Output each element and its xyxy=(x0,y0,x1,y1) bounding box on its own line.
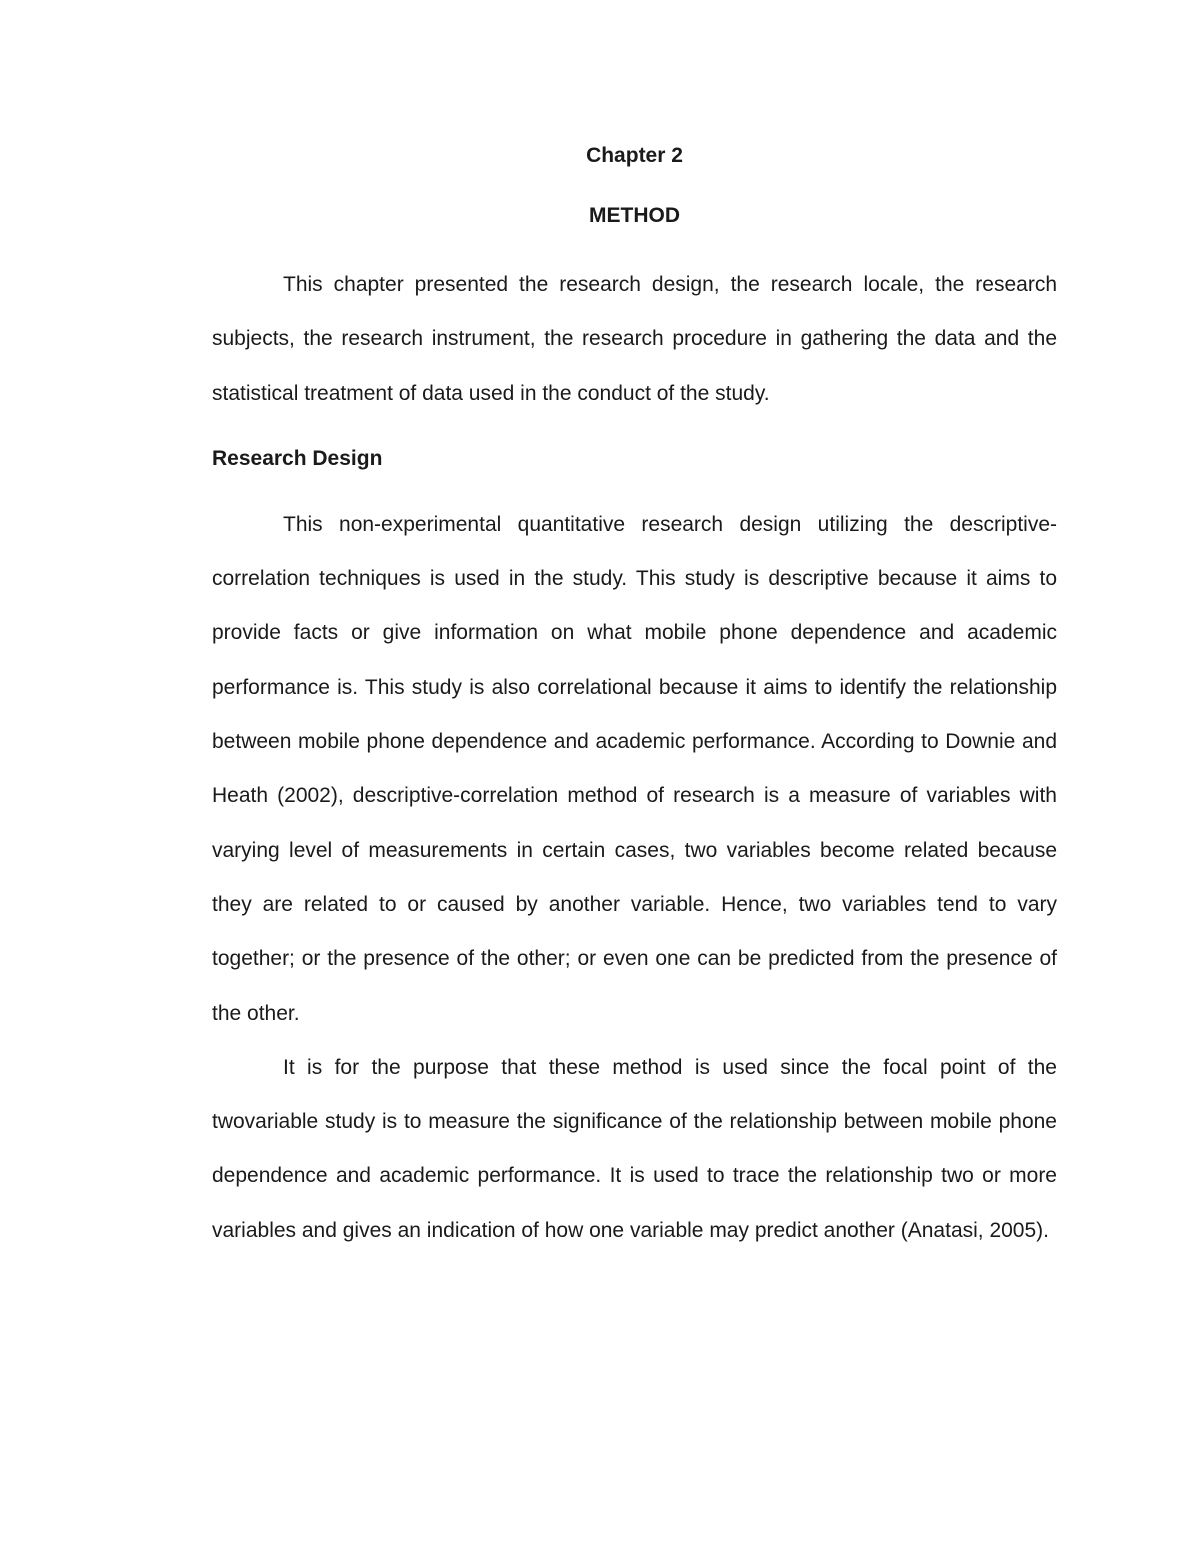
chapter-label: Chapter 2 xyxy=(586,144,683,167)
page-content xyxy=(212,138,1057,1258)
body-paragraph-2: It is for the purpose that these method is used since the focal point of the twovariable study is to measure the significance of the relationship between mobile phone dependence and academic performance. It is used to trace the relationship two or more variables and gives an indication of how one variable may predict another (Anatasi, 2005). xyxy=(212,1055,1057,1242)
body-paragraph-1: This non-experimental quantitative research design utilizing the descriptive-correlation techniques is used in the study. This study is descriptive because it aims to provide facts or give information on what mobile phone dependence and academic performance is. This study is also correlational because it aims to identify the relationship between mobile phone dependence and academic performance. According to Downie and Heath (2002), descriptive-correlation method of research is a measure of variables with varying level of measurements in certain cases, two variables become related because they are related to or caused by another variable. Hence, two variables tend to vary together; or the presence of the other; or even one can be predicted from the presence of the other. xyxy=(212,512,1057,1025)
section-heading: Research Design xyxy=(212,446,383,470)
chapter-title: METHOD xyxy=(589,204,680,227)
intro-paragraph: This chapter presented the research design, the research locale, the research subjects, the research instrument, the research procedure in gathering the data and the statistical treatment of data used in the conduct of the study. xyxy=(212,273,1057,405)
